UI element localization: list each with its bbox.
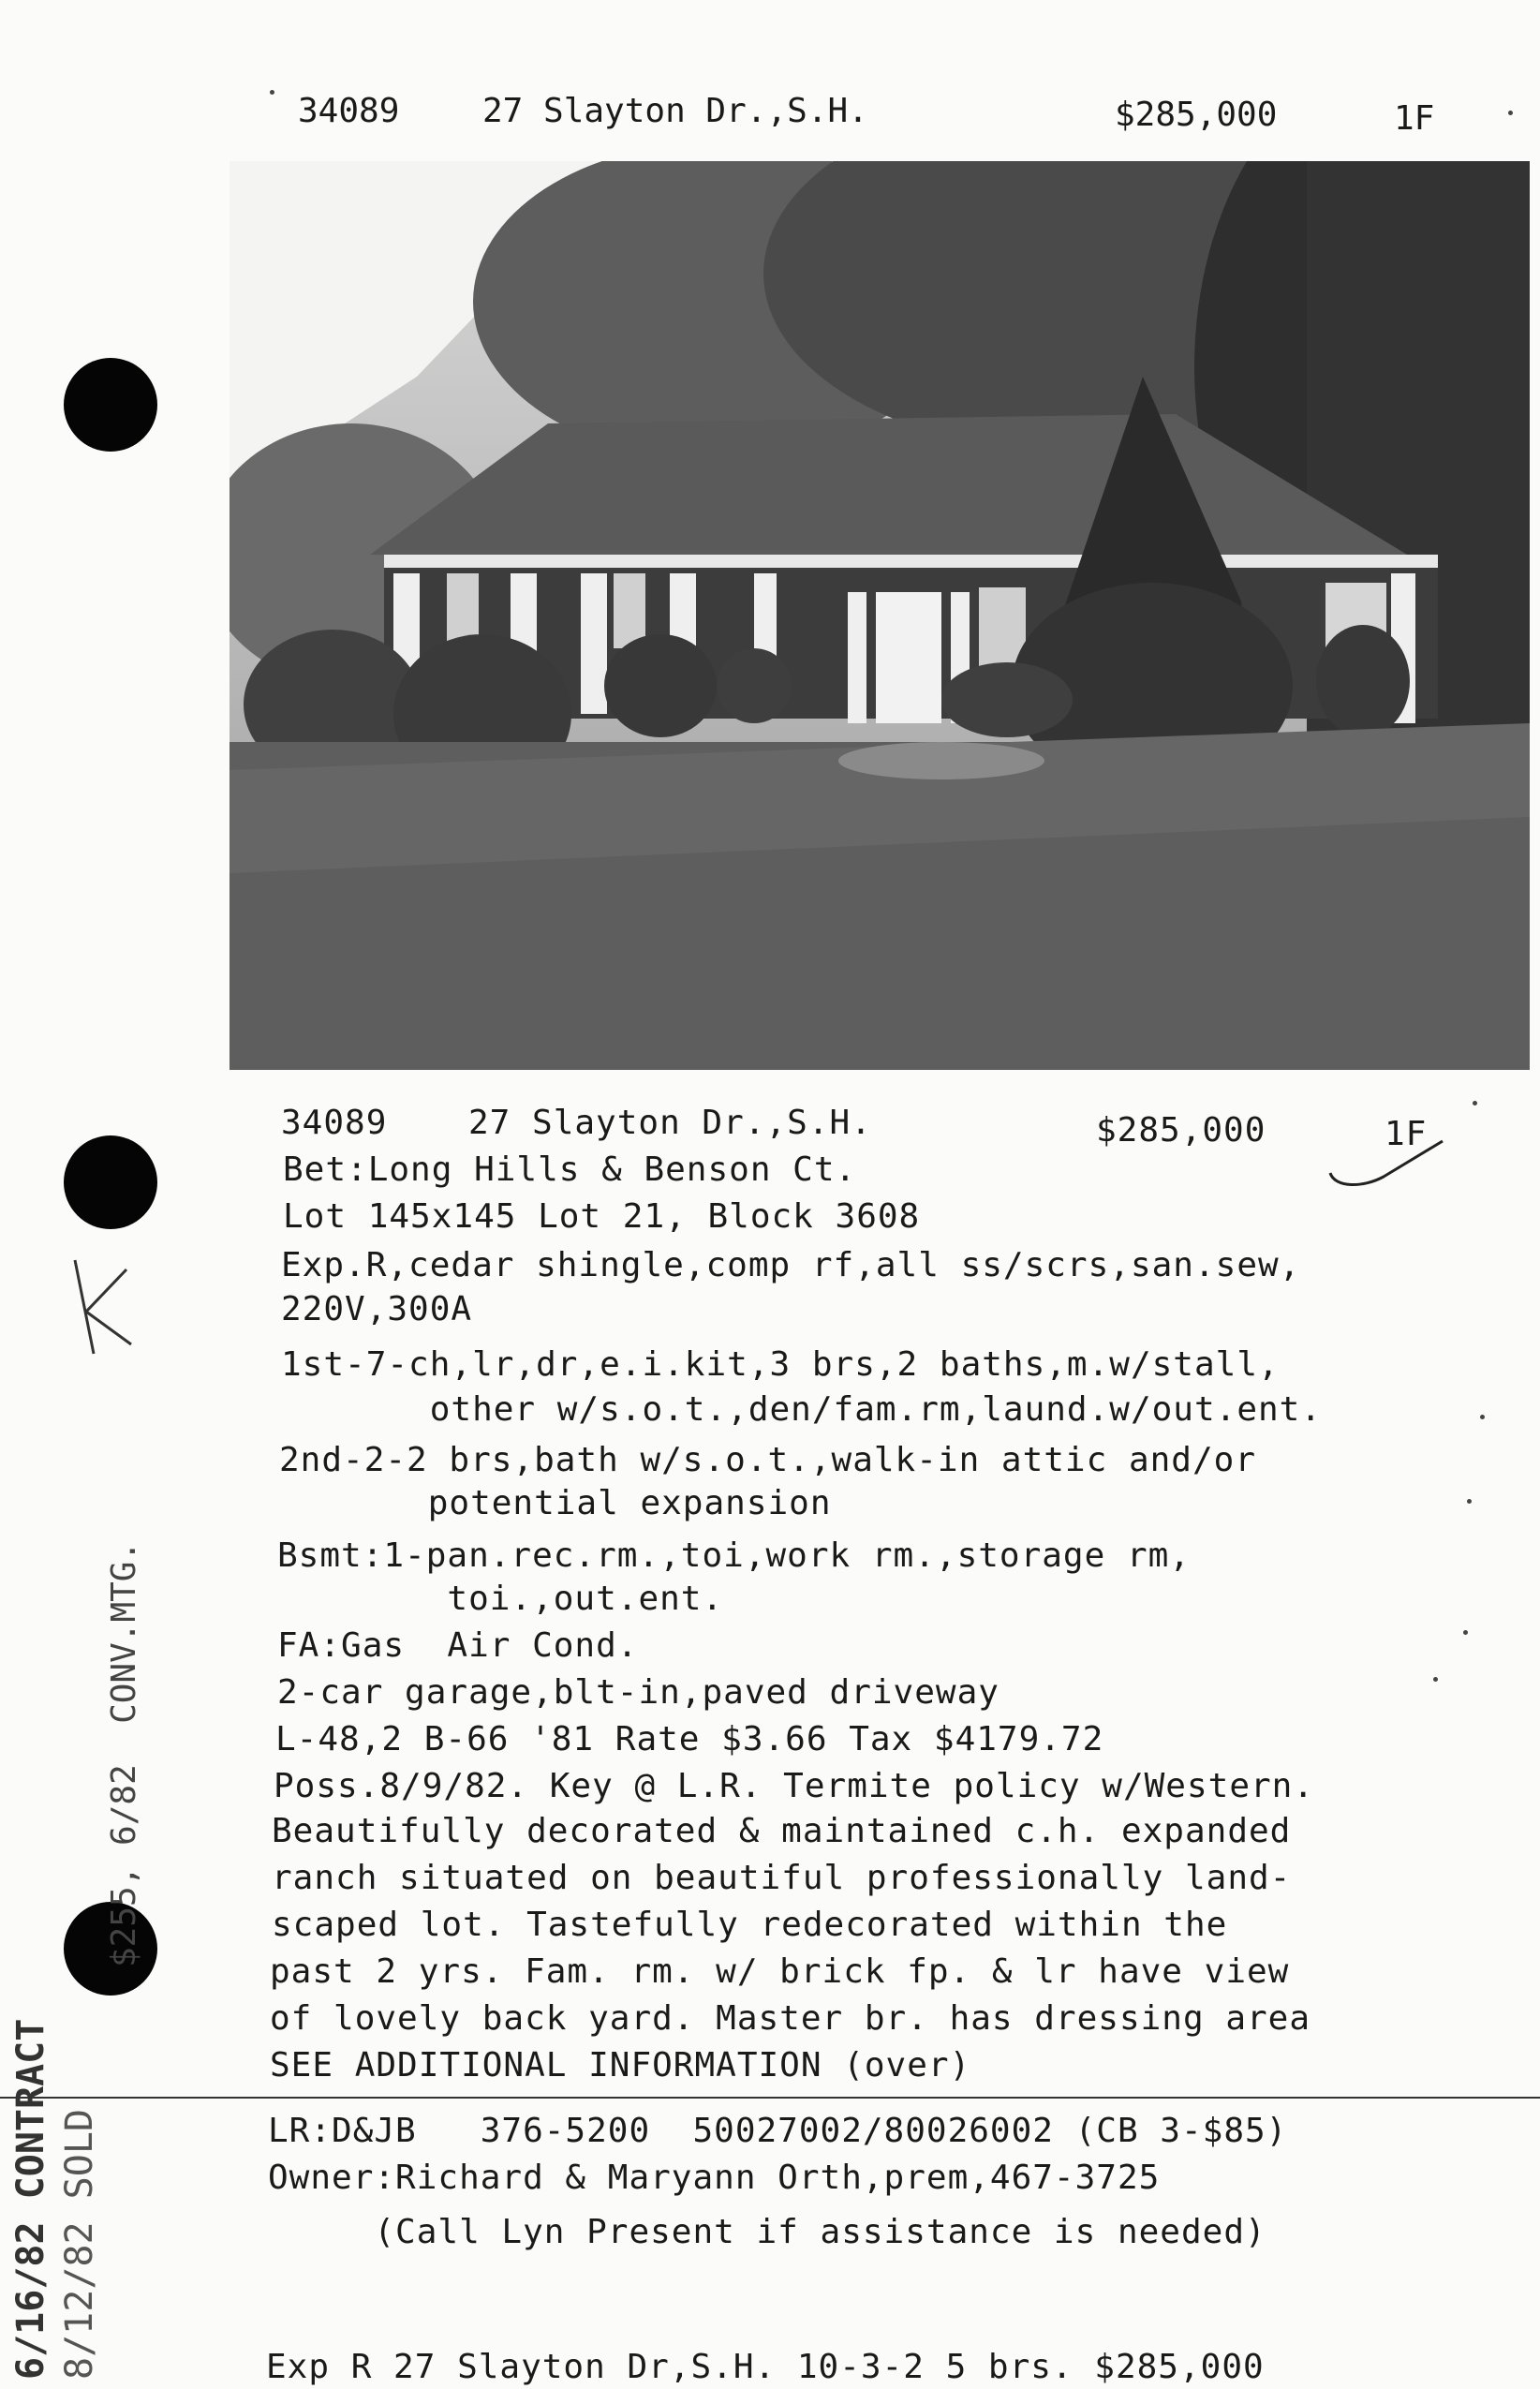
- margin-note-sold: 8/12/82 SOLD: [58, 2109, 101, 2380]
- listing-line-16: ranch situated on beautiful professionally land-: [272, 1859, 1292, 1897]
- listing-line-1: Bet:Long Hills & Benson Ct.: [283, 1150, 857, 1189]
- header-mls-number: 34089: [298, 92, 400, 130]
- listing-line-13: L-48,2 B-66 '81 Rate $3.66 Tax $4179.72: [275, 1720, 1104, 1758]
- footer-line-2: Owner:Richard & Maryann Orth,prem,467-3725: [268, 2159, 1161, 2197]
- header-price: $285,000: [1115, 96, 1278, 134]
- speck: [1508, 111, 1513, 115]
- listing-line-8: potential expansion: [279, 1484, 832, 1522]
- speck: [1473, 1101, 1477, 1105]
- header-type: 1F: [1394, 99, 1435, 138]
- listing-line-10: toi.,out.ent.: [277, 1580, 724, 1618]
- listing-line-12: 2-car garage,blt-in,paved driveway: [277, 1673, 1000, 1712]
- handwritten-initial-icon: [66, 1255, 141, 1358]
- margin-note-sale-terms: $255, 6/82 CONV.MTG.: [105, 1540, 143, 1967]
- listing-mls-number: 34089: [281, 1104, 388, 1142]
- listing-line-15: Beautifully decorated & maintained c.h. expanded: [272, 1812, 1292, 1850]
- footer-bottom-line: Exp R 27 Slayton Dr,S.H. 10-3-2 5 brs. $285,000: [266, 2348, 1265, 2386]
- listing-line-5: 1st-7-ch,lr,dr,e.i.kit,3 brs,2 baths,m.w/stall,: [281, 1345, 1280, 1384]
- listing-line-18: past 2 yrs. Fam. rm. w/ brick fp. & lr have view: [270, 1952, 1290, 1991]
- listing-line-20: SEE ADDITIONAL INFORMATION (over): [270, 2046, 971, 2085]
- header-address: 27 Slayton Dr.,S.H.: [482, 92, 868, 130]
- listing-line-17: scaped lot. Tastefully redecorated within the: [272, 1906, 1228, 1944]
- listing-line-11: FA:Gas Air Cond.: [277, 1626, 639, 1665]
- footer-line-3: (Call Lyn Present if assistance is needed): [268, 2213, 1266, 2251]
- house-photo-icon: [230, 161, 1530, 1070]
- margin-note-contract: 6/16/82 CONTRACT: [9, 2018, 52, 2380]
- punch-hole-top: [64, 358, 157, 452]
- listing-line-2: Lot 145x145 Lot 21, Block 3608: [283, 1197, 921, 1236]
- listing-line-3: Exp.R,cedar shingle,comp rf,all ss/scrs,san.sew,: [281, 1246, 1301, 1284]
- listing-type: 1F: [1385, 1115, 1428, 1153]
- listing-line-6: other w/s.o.t.,den/fam.rm,laund.w/out.ent.: [281, 1390, 1323, 1429]
- house-photo: [230, 161, 1530, 1070]
- speck: [270, 90, 274, 95]
- checkmark-icon: [1325, 1134, 1447, 1199]
- listing-line-4: 220V,300A: [281, 1290, 473, 1328]
- listing-line-9: Bsmt:1-pan.rec.rm.,toi,work rm.,storage rm,: [277, 1536, 1191, 1575]
- footer-line-1: LR:D&JB 376-5200 50027002/80026002 (CB 3-$85): [268, 2112, 1288, 2150]
- listing-line-7: 2nd-2-2 brs,bath w/s.o.t.,walk-in attic and/or: [279, 1441, 1256, 1479]
- speck: [1467, 1499, 1472, 1504]
- listing-line-19: of lovely back yard. Master br. has dressing area: [270, 1999, 1311, 2038]
- speck: [1463, 1630, 1468, 1635]
- punch-hole-middle: [64, 1135, 157, 1229]
- listing-price: $285,000: [1096, 1111, 1266, 1150]
- speck: [1433, 1677, 1438, 1682]
- listing-line-14: Poss.8/9/82. Key @ L.R. Termite policy w/Western.: [274, 1767, 1315, 1805]
- speck: [1480, 1415, 1485, 1419]
- footer-divider: [0, 2097, 1540, 2099]
- listing-address: 27 Slayton Dr.,S.H.: [468, 1104, 872, 1142]
